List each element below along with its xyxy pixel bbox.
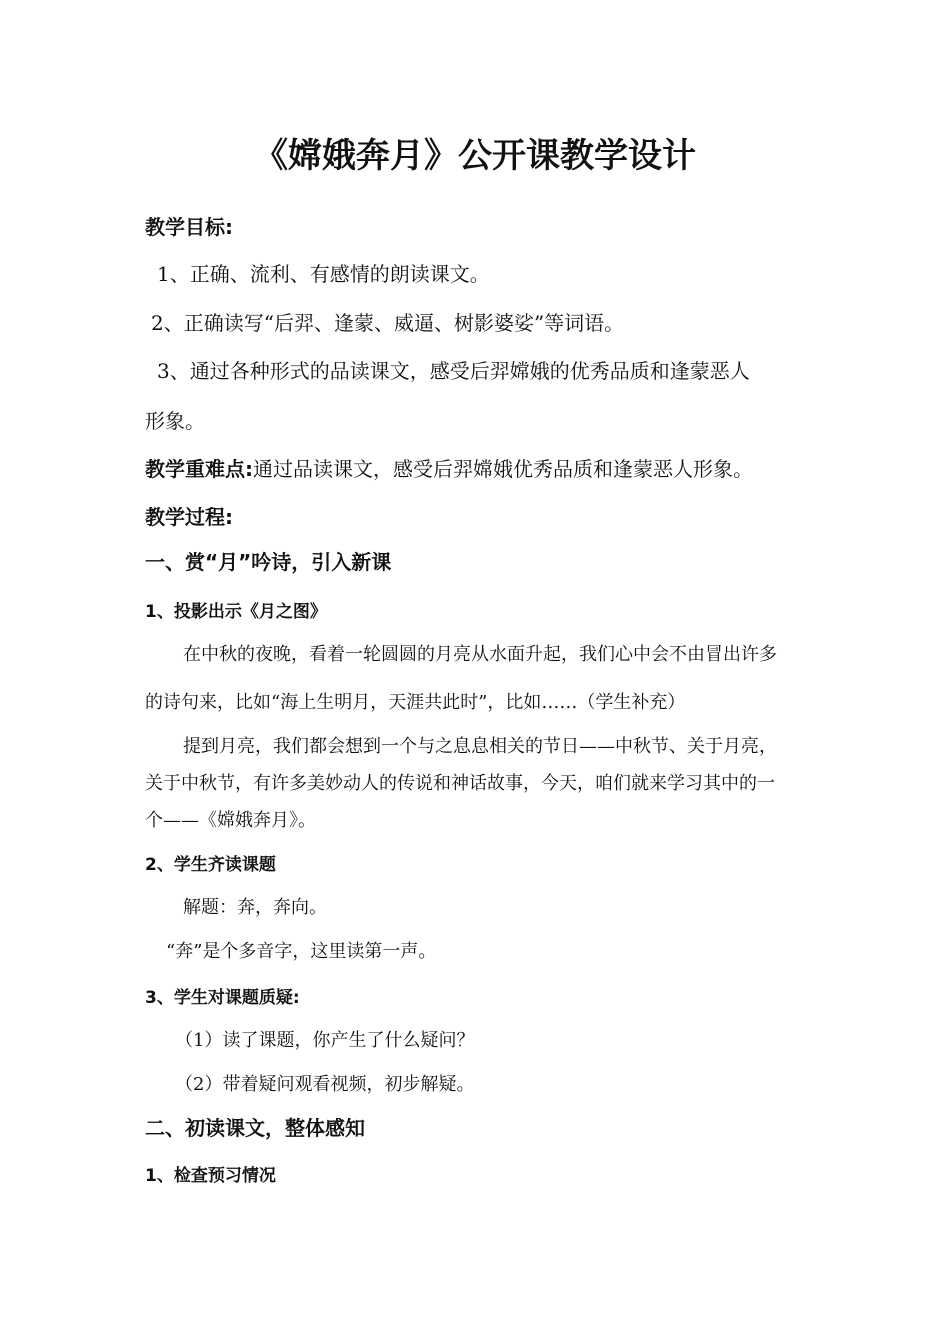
- paragraph-line: （2）带着疑问观看视频，初步解疑。: [175, 1074, 475, 1095]
- step-heading: 1、检查预习情况: [145, 1166, 276, 1186]
- paragraph-line: 关于中秋节，有许多美妙动人的传说和神话故事，今天，咱们就来学习其中的一: [145, 773, 775, 794]
- paragraph-line: “奔”是个多音字，这里读第一声。: [166, 941, 437, 962]
- key-points-label: 教学重难点:: [145, 457, 253, 481]
- step-heading: 1、投影出示《月之图》: [145, 602, 327, 622]
- objective-item-continuation: 形象。: [145, 409, 205, 433]
- step-heading: 2、学生齐读课题: [145, 855, 276, 875]
- paragraph-line: 提到月亮，我们都会想到一个与之息息相关的节日——中秋节、关于月亮，: [183, 736, 777, 757]
- objective-item: 1、正确、流利、有感情的朗读课文。: [157, 262, 490, 286]
- key-points-line: [145, 453, 753, 482]
- page-title: 《嫦娥奔月》公开课教学设计: [254, 136, 696, 176]
- key-points-text: 通过品读课文，感受后羿嫦娥优秀品质和逢蒙恶人形象。: [253, 457, 753, 481]
- paragraph-line: 解题：奔，奔向。: [183, 897, 327, 918]
- step-heading: 3、学生对课题质疑:: [145, 988, 300, 1008]
- process-heading: 教学过程:: [145, 505, 233, 529]
- objectives-heading: 教学目标:: [145, 215, 233, 239]
- objective-item: 2、正确读写“后羿、逢蒙、威逼、树影婆娑”等词语。: [151, 311, 625, 335]
- section-heading: 一、赏“月”吟诗，引入新课: [145, 550, 392, 574]
- paragraph-line: 在中秋的夜晚，看着一轮圆圆的月亮从水面升起，我们心中会不由冒出许多: [183, 644, 777, 665]
- paragraph-line: 的诗句来，比如“海上生明月，天涯共此时”，比如……（学生补充）: [145, 692, 686, 713]
- paragraph-line: 个——《嫦娥奔月》。: [145, 810, 316, 831]
- section-heading: 二、初读课文，整体感知: [145, 1116, 365, 1140]
- objective-item: 3、通过各种形式的品读课文，感受后羿嫦娥的优秀品质和逢蒙恶人: [157, 359, 750, 383]
- paragraph-line: （1）读了课题，你产生了什么疑问？: [175, 1030, 475, 1051]
